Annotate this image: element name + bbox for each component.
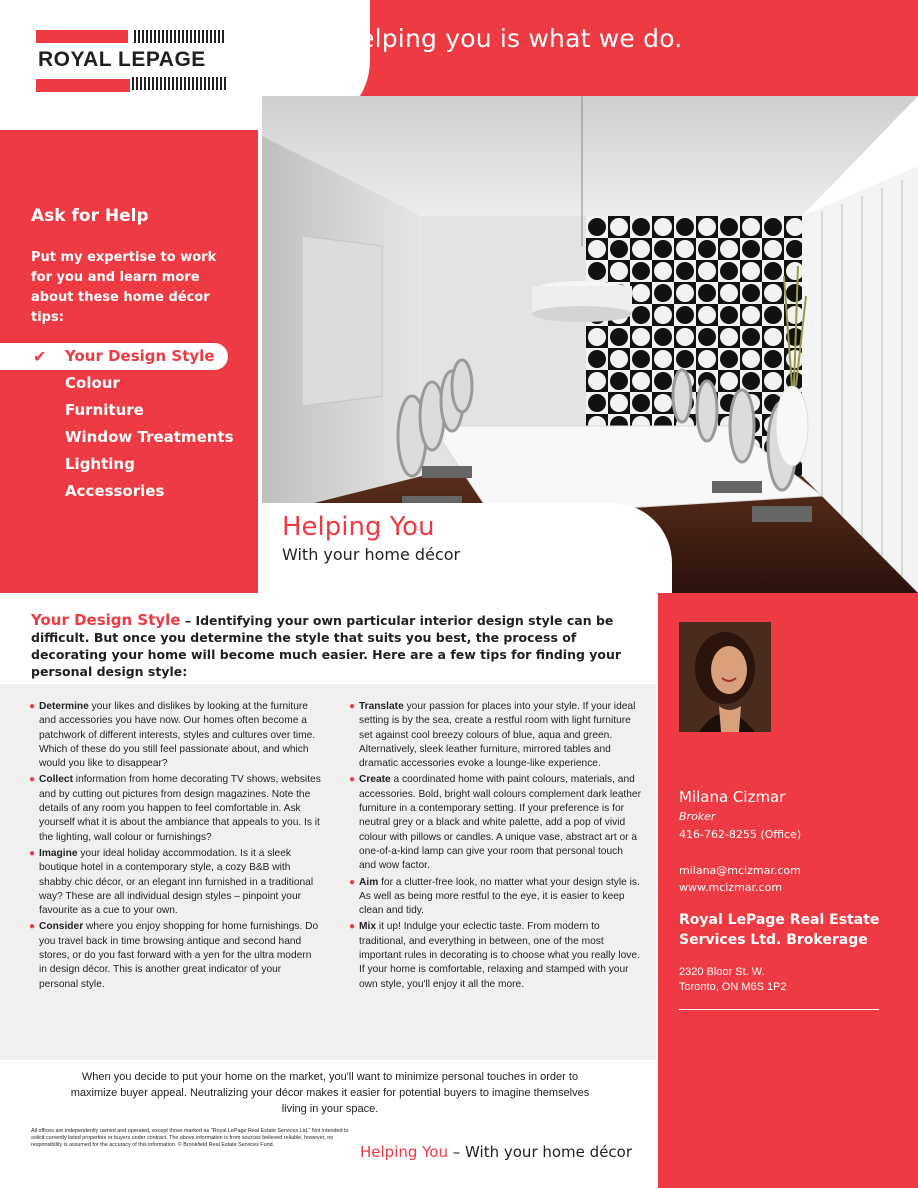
brokerage-address bbox=[679, 965, 787, 995]
tip-item bbox=[349, 700, 641, 771]
intro-paragraph bbox=[31, 612, 631, 680]
checkmark-icon: ✔ bbox=[33, 347, 47, 366]
bullet-icon: ● bbox=[29, 774, 36, 786]
logo-red-bar bbox=[36, 30, 128, 43]
tips-nav-label: Furniture bbox=[65, 401, 144, 419]
tips-nav-label: Colour bbox=[65, 374, 120, 392]
tips-nav-label: Lighting bbox=[65, 455, 135, 473]
agent-avatar bbox=[679, 622, 771, 732]
footer-tagline-highlight: Helping You bbox=[360, 1143, 449, 1161]
tip-text: information from home decorating TV shows, websites and by cutting out pictures from design magazines. Note the details of any room you happen to feel comfortable in. Ask yourself what it is about the ambiance that appeals to you. Is it the lighting, wall colour or furnishings? bbox=[39, 774, 321, 843]
tip-lead: Imagine bbox=[39, 847, 78, 859]
intro-title: Your Design Style bbox=[31, 611, 181, 629]
bullet-icon: ● bbox=[29, 921, 36, 933]
tips-nav-label: Accessories bbox=[65, 482, 165, 500]
bullet-icon: ● bbox=[349, 921, 356, 933]
tip-lead: Create bbox=[359, 774, 391, 786]
brokerage-name: Royal LePage Real Estate Services Ltd. Brokerage bbox=[679, 912, 880, 948]
tips-nav-item-window-treatments[interactable] bbox=[0, 424, 258, 451]
tip-item bbox=[349, 876, 641, 919]
ask-title: Ask for Help bbox=[31, 206, 149, 226]
royal-lepage-logo bbox=[36, 30, 228, 92]
logo-text: ROYAL LEPAGE bbox=[38, 48, 206, 71]
logo-barcode-top bbox=[134, 30, 228, 43]
ask-body: Put my expertise to work for you and learn more about these home décor tips: bbox=[31, 250, 217, 325]
legal-disclaimer: All offices are independently owned and operated, except those marked as "Royal LePage Real Estate Services Ltd." Not intended to solicit currently listed properties or buyers under contract. The above information is from sources believed reliable, however, no responsibility is assumed for the accuracy of this information. © Brookfield Real Estate Services Fund. bbox=[31, 1128, 349, 1148]
hero-title: Helping You bbox=[282, 512, 435, 542]
agent-role: Broker bbox=[679, 810, 716, 823]
ask-for-help-panel bbox=[0, 130, 258, 593]
footer-tagline-rest: – With your home décor bbox=[448, 1143, 633, 1161]
tips-nav-item-furniture[interactable] bbox=[0, 397, 258, 424]
agent-website-link[interactable]: www.mcizmar.com bbox=[679, 881, 783, 894]
tip-text: your ideal holiday accommodation. Is it a sleek boutique hotel in a contemporary style, a cozy B&B with shabby chic décor, or an elegant inn furnished in a traditional way? These are all individual design styles – pinpoint your favourite as a cue to your own. bbox=[39, 847, 314, 917]
address-line-2: Toronto, ON M6S 1P2 bbox=[679, 981, 787, 993]
panel-divider bbox=[679, 1009, 879, 1010]
tip-lead: Determine bbox=[39, 701, 89, 712]
tip-item bbox=[29, 773, 321, 844]
bullet-icon: ● bbox=[349, 701, 356, 712]
agent-phone[interactable]: 416-762-8255 (Office) bbox=[679, 828, 802, 841]
tip-lead: Collect bbox=[39, 774, 73, 786]
bullet-icon: ● bbox=[349, 774, 356, 786]
tip-item bbox=[29, 920, 321, 991]
tips-column-left bbox=[29, 700, 321, 994]
tip-item bbox=[349, 920, 641, 991]
closing-paragraph: When you decide to put your home on the market, you'll want to minimize personal touches in order to maximize buyer appeal. Neutralizing your décor makes it easier for potential buyers to imagine themselves living in your space. bbox=[70, 1071, 590, 1115]
hero-subtitle: With your home décor bbox=[282, 545, 461, 564]
logo-red-bar-bottom bbox=[36, 79, 130, 92]
tips-nav-label: Window Treatments bbox=[65, 428, 234, 446]
tip-lead: Translate bbox=[359, 701, 404, 712]
bullet-icon: ● bbox=[349, 876, 356, 888]
tip-lead: Aim bbox=[359, 876, 379, 888]
tip-text: for a clutter-free look, no matter what your design style is. As well as being more restful to the eye, it is easier to keep clean and tidy. bbox=[359, 876, 640, 917]
tips-nav-item-colour[interactable] bbox=[0, 370, 258, 397]
tip-text: your passion for places into your style. If your ideal setting is by the sea, create a restful room with light furniture set against cool breezy colours of blue, aqua and green. Alternatively, sleek leather furniture, mirrored tables and dramatic accessories evoke a lounge-like experience. bbox=[359, 701, 636, 770]
tip-lead: Consider bbox=[39, 921, 84, 933]
tips-nav bbox=[0, 343, 258, 505]
tips-nav-item-accessories[interactable] bbox=[0, 478, 258, 505]
tips-nav-item-lighting[interactable] bbox=[0, 451, 258, 478]
tip-text: where you enjoy shopping for home furnishings. Do you travel back in time browsing antique and second hand stores, or do you fast forward with a yen for the ultra modern in design décor. This is another great indicator of your personal style. bbox=[39, 921, 319, 990]
tips-column-right bbox=[349, 700, 641, 994]
address-line-1: 2320 Bloor St. W. bbox=[679, 966, 765, 978]
bullet-icon: ● bbox=[29, 701, 36, 712]
tip-text: it up! Indulge your eclectic taste. From modern to traditional, and everything in between, one of the most important rules in decorating is to choose what you really love. If your home is comfortable, relaxing and stamped with your own style, you'll enjoy it all the more. bbox=[359, 921, 640, 990]
tip-item bbox=[29, 847, 321, 918]
footer-tagline bbox=[360, 1143, 632, 1161]
tip-item bbox=[349, 773, 641, 873]
tips-nav-label: Your Design Style bbox=[65, 347, 215, 365]
agent-email-link[interactable]: milana@mcizmar.com bbox=[679, 864, 801, 877]
agent-name: Milana Cizmar bbox=[679, 788, 786, 806]
tip-text: your likes and dislikes by looking at the furniture and accessories you have now. Our homes often become a patchwork of different interests, styles and cultures over time. Which of these do you still feel passionate about, and which would you like to disappear? bbox=[39, 701, 316, 770]
intro-text: – Identifying your own particular interior design style can be difficult. But once you determine the style that suits you best, the process of decorating your home will become much easier. Here are a few tips for finding your personal design style: bbox=[31, 613, 622, 679]
logo-barcode-bottom bbox=[132, 77, 228, 90]
agent-portrait-illustration bbox=[679, 622, 771, 732]
header-tagline: Helping you is what we do. bbox=[340, 24, 683, 53]
tip-text: a coordinated home with paint colours, materials, and accessories. Bold, bright wall colours complement dark leather furniture in a contemporary setting. If your preference is for neutral grey or a black and white palette, add a pop of vivid colour with pillows or candles. A unique vase, abstract art or a one-of-a-kind lamp can give your room that personal touch and wow factor. bbox=[359, 774, 641, 872]
tip-lead: Mix bbox=[359, 921, 376, 933]
bullet-icon: ● bbox=[29, 847, 36, 859]
tip-item bbox=[29, 700, 321, 771]
tips-nav-item-design-style[interactable] bbox=[0, 343, 228, 370]
